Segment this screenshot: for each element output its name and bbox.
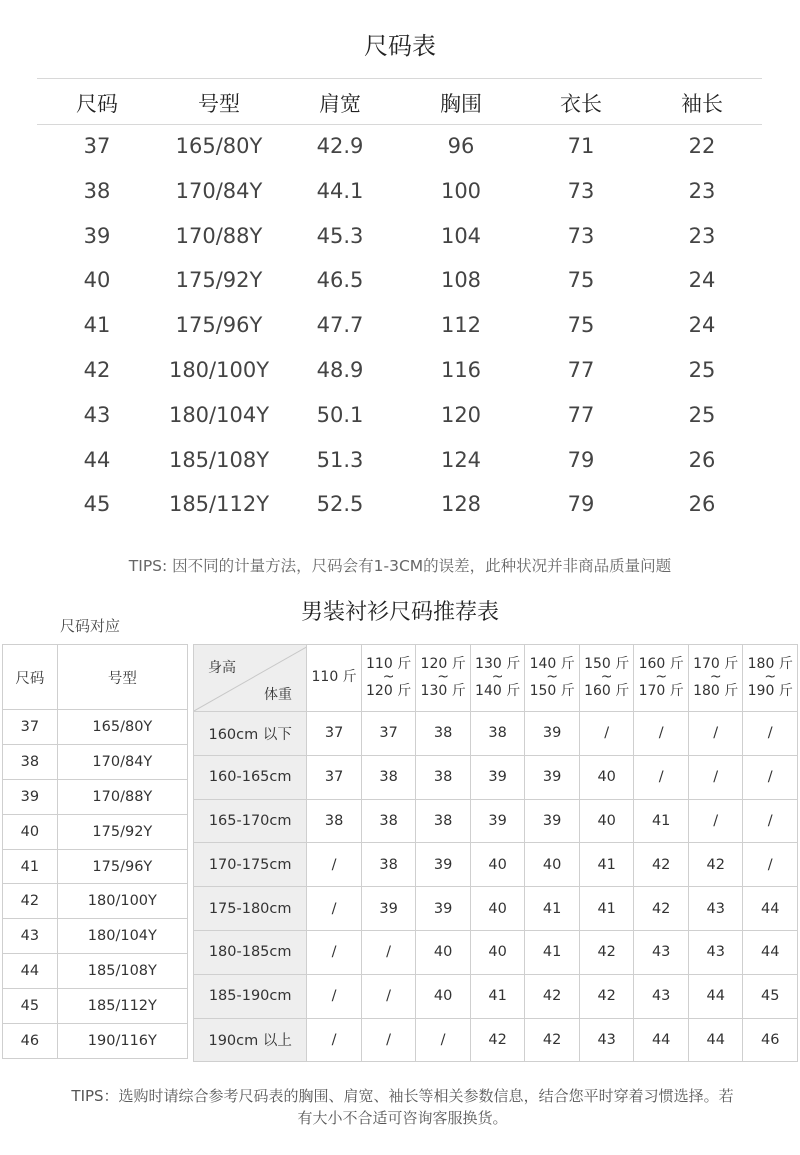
table-cell: 44 [743, 930, 798, 974]
table-cell: 52.5 [316, 492, 364, 517]
weight-header-text: ~ [764, 669, 777, 686]
weight-header-text: 170 斤 [693, 655, 739, 672]
table-cell: 180/100Y [57, 884, 187, 919]
corner-header [194, 645, 307, 712]
table-cell: 45 [743, 974, 798, 1018]
weight-header-text: 110 斤 [366, 655, 412, 672]
table-cell: 39 [416, 887, 471, 931]
column-header: 肩宽 [319, 92, 361, 116]
table-cell: / [688, 712, 743, 756]
table-cell: 41 [470, 974, 525, 1018]
table-cell: 39 [470, 799, 525, 843]
table-cell: 42 [688, 843, 743, 887]
table-cell: / [307, 974, 362, 1018]
weight-header-text: 120 斤 [366, 682, 412, 699]
table-cell: / [361, 974, 416, 1018]
table-cell: 25 [688, 358, 716, 382]
table-row [3, 1024, 188, 1059]
table-cell: 46.5 [316, 268, 364, 293]
table-row [194, 930, 798, 974]
table-header-row [3, 645, 188, 710]
weight-header-text: 110 斤 [311, 669, 357, 686]
column-header: 袖长 [681, 92, 723, 116]
table-cell: 175/92Y [175, 268, 263, 293]
table-cell: 37 [3, 710, 58, 745]
table-cell: 22 [688, 134, 716, 158]
table-cell: 190/116Y [57, 1024, 187, 1059]
table-cell: / [307, 843, 362, 887]
tips-line: 有大小不合适可咨询客服换货。 [297, 1109, 508, 1127]
table-cell: 38 [83, 178, 111, 203]
table-cell: 175/92Y [57, 814, 187, 849]
table-cell: 43 [3, 919, 58, 954]
table-cell: 165/80Y [175, 134, 263, 158]
table-cell: 40 [470, 930, 525, 974]
weight-header-text: 150 斤 [529, 682, 575, 699]
table-cell: 37 [307, 755, 362, 799]
weight-header-text: ~ [491, 669, 504, 686]
correspondence-label: 尺码对应 [60, 617, 121, 635]
weight-header-text: 140 斤 [529, 655, 575, 672]
weight-column-header [416, 645, 471, 712]
table-cell: 43 [579, 1018, 634, 1062]
size-table-title: 尺码表 [364, 32, 436, 60]
weight-header-text: 140 斤 [475, 682, 521, 699]
table-cell: 38 [416, 755, 471, 799]
table-cell: 42 [634, 843, 689, 887]
weight-header-text: 150 斤 [584, 655, 630, 672]
table-cell: 120 [440, 402, 482, 427]
table-cell: 24 [688, 268, 716, 293]
weight-header-text: 180 斤 [693, 682, 739, 699]
table-cell: 116 [440, 358, 482, 382]
weight-header-text: 170 斤 [638, 682, 684, 699]
table-cell: 41 [525, 930, 580, 974]
table-cell: 38 [361, 843, 416, 887]
table-cell: 170/84Y [175, 178, 263, 203]
divider [37, 124, 762, 125]
table-cell: 44 [83, 447, 111, 472]
table-row [3, 814, 188, 849]
table-cell: 180/104Y [57, 919, 187, 954]
height-row-label: 180-185cm [194, 930, 307, 974]
table-cell: 165/80Y [57, 710, 187, 745]
table-cell: 40 [525, 843, 580, 887]
height-row-label: 190cm 以上 [194, 1018, 307, 1062]
table-cell: 180/100Y [168, 358, 270, 382]
weight-header-text: 130 斤 [475, 655, 521, 672]
weight-header-text: 190 斤 [747, 682, 793, 699]
table-cell: 39 [361, 887, 416, 931]
table-cell: 44 [634, 1018, 689, 1062]
table-cell: 170/88Y [57, 779, 187, 814]
table-cell: 38 [361, 755, 416, 799]
table-cell: 39 [470, 755, 525, 799]
table-cell: 75 [567, 268, 595, 293]
table-cell: 38 [307, 799, 362, 843]
table-cell: 37 [83, 134, 111, 158]
table-cell: 42 [579, 974, 634, 1018]
height-row-label: 160cm 以下 [194, 712, 307, 756]
table-cell: 79 [567, 447, 595, 472]
table-cell: 51.3 [316, 447, 364, 472]
recommend-tips [20, 1085, 785, 1129]
table-cell: 42 [470, 1018, 525, 1062]
table-row [3, 710, 188, 745]
weight-header-text: ~ [546, 669, 559, 686]
table-cell: 43 [688, 930, 743, 974]
table-cell: 39 [3, 779, 58, 814]
divider [37, 78, 762, 79]
table-cell: 37 [361, 712, 416, 756]
table-cell: 40 [579, 799, 634, 843]
table-row [194, 974, 798, 1018]
height-row-label: 170-175cm [194, 843, 307, 887]
table-cell: 180/104Y [168, 402, 270, 427]
size-recommendation-table [193, 644, 798, 1062]
height-row-label: 185-190cm [194, 974, 307, 1018]
table-cell: 44 [688, 974, 743, 1018]
table-cell: 39 [525, 712, 580, 756]
table-cell: 42 [525, 974, 580, 1018]
recommend-title: 男装衬衫尺码推荐表 [300, 600, 499, 625]
table-cell: 41 [525, 887, 580, 931]
table-cell: 40 [416, 974, 471, 1018]
weight-header-text: ~ [709, 669, 722, 686]
table-row [3, 919, 188, 954]
table-cell: 185/112Y [57, 989, 187, 1024]
table-row [194, 799, 798, 843]
table-cell: 112 [440, 313, 482, 338]
table-cell: 175/96Y [175, 313, 263, 338]
table-cell: 108 [440, 268, 482, 293]
table-cell: 38 [416, 799, 471, 843]
weight-header-text: 160 斤 [638, 655, 684, 672]
table-cell: 42 [3, 884, 58, 919]
table-cell: 43 [634, 930, 689, 974]
column-header: 号型 [198, 92, 240, 116]
table-cell: 45 [3, 989, 58, 1024]
table-row [3, 989, 188, 1024]
table-cell: 43 [688, 887, 743, 931]
table-cell: 45.3 [316, 223, 364, 248]
table-cell: 38 [470, 712, 525, 756]
table-cell: 128 [440, 492, 482, 517]
table-cell: 43 [634, 974, 689, 1018]
table-cell: / [307, 887, 362, 931]
table-cell: 185/108Y [57, 954, 187, 989]
table-cell: 73 [567, 223, 595, 248]
weight-header-text: 120 斤 [420, 655, 466, 672]
table-cell: 41 [579, 843, 634, 887]
table-cell: / [634, 755, 689, 799]
size-correspondence-table [2, 644, 188, 1059]
table-cell: 38 [416, 712, 471, 756]
table-row [3, 884, 188, 919]
weight-column-header [307, 645, 362, 712]
table-row [194, 843, 798, 887]
table-cell: 41 [634, 799, 689, 843]
table-cell: 124 [440, 447, 482, 472]
table-cell: 170/88Y [175, 223, 263, 248]
table-cell: 41 [83, 313, 111, 338]
table-cell: 47.7 [316, 313, 364, 338]
table-row [194, 712, 798, 756]
table-row [3, 954, 188, 989]
table-cell: 39 [83, 223, 111, 248]
table-cell: 44.1 [316, 178, 364, 203]
height-row-label: 160-165cm [194, 755, 307, 799]
table-cell: 39 [525, 755, 580, 799]
table-cell: 77 [567, 358, 595, 382]
weight-header-text: 160 斤 [584, 682, 630, 699]
table-cell: 71 [567, 134, 595, 158]
table-cell: / [307, 930, 362, 974]
table-cell: 46 [743, 1018, 798, 1062]
column-header: 尺码 [3, 645, 58, 710]
table-cell: 42 [525, 1018, 580, 1062]
table-cell: / [579, 712, 634, 756]
table-cell: 50.1 [316, 402, 364, 427]
table-row [194, 1018, 798, 1062]
table-cell: / [361, 1018, 416, 1062]
table-cell: 42 [579, 930, 634, 974]
table-cell: / [743, 712, 798, 756]
table-cell: / [361, 930, 416, 974]
weight-header-text: ~ [437, 669, 449, 686]
table-cell: / [416, 1018, 471, 1062]
table-cell: / [688, 755, 743, 799]
table-cell: 40 [416, 930, 471, 974]
table-cell: 26 [688, 447, 716, 472]
table-cell: 100 [440, 178, 482, 203]
table-cell: 38 [361, 799, 416, 843]
table-cell: 23 [688, 223, 716, 248]
table-cell: 44 [688, 1018, 743, 1062]
table-cell: 26 [688, 492, 716, 517]
table-cell: 43 [83, 402, 111, 427]
table-cell: 40 [3, 814, 58, 849]
table-cell: 77 [567, 402, 595, 427]
weight-column-header [743, 645, 798, 712]
tips-line: TIPS：选购时请综合参考尺码表的胸围、肩宽、袖长等相关参数信息，结合您平时穿着习惯选择。若 [71, 1087, 734, 1105]
table-cell: 75 [567, 313, 595, 338]
table-cell: 175/96Y [57, 849, 187, 884]
table-cell: / [307, 1018, 362, 1062]
table-cell: 104 [440, 223, 482, 248]
table-cell: 39 [525, 799, 580, 843]
table-cell: 39 [416, 843, 471, 887]
table-cell: 40 [83, 268, 111, 293]
weight-column-header [470, 645, 525, 712]
table-cell: / [743, 843, 798, 887]
table-cell: 79 [567, 492, 595, 517]
table-cell: 42.9 [316, 134, 364, 158]
table-cell: 40 [579, 755, 634, 799]
table-cell: 41 [3, 849, 58, 884]
table-cell: 40 [470, 887, 525, 931]
table-cell: 44 [3, 954, 58, 989]
table-row [3, 779, 188, 814]
column-header: 尺码 [76, 92, 118, 116]
corner-weight-label: 体重 [264, 687, 292, 703]
table-cell: 96 [447, 134, 475, 158]
weight-header-text: ~ [382, 669, 395, 686]
table-cell: 40 [470, 843, 525, 887]
weight-column-header [634, 645, 689, 712]
table-cell: / [743, 799, 798, 843]
table-cell: 42 [634, 887, 689, 931]
table-cell: 42 [83, 358, 111, 382]
table-row [3, 744, 188, 779]
height-row-label: 165-170cm [194, 799, 307, 843]
weight-column-header [525, 645, 580, 712]
table-row [194, 755, 798, 799]
weight-column-header [688, 645, 743, 712]
weight-header-text: 130 斤 [420, 682, 466, 699]
table-cell: 48.9 [316, 358, 364, 382]
table-cell: 38 [3, 744, 58, 779]
column-header: 胸围 [440, 92, 482, 116]
table-cell: 73 [567, 178, 595, 203]
table-cell: 185/108Y [168, 447, 270, 472]
table-row [194, 887, 798, 931]
weight-column-header [361, 645, 416, 712]
table-cell: / [688, 799, 743, 843]
corner-height-label: 身高 [208, 660, 236, 676]
column-header: 号型 [57, 645, 187, 710]
table-cell: / [634, 712, 689, 756]
weight-column-header [579, 645, 634, 712]
table-cell: 46 [3, 1024, 58, 1059]
table-cell: 45 [83, 492, 111, 517]
table-row [3, 849, 188, 884]
weight-header-text: ~ [600, 669, 613, 686]
table-header-row [194, 645, 798, 712]
column-header: 衣长 [560, 92, 602, 116]
table-cell: 24 [688, 313, 716, 338]
table-cell: 41 [579, 887, 634, 931]
height-row-label: 175-180cm [194, 887, 307, 931]
table-cell: 185/112Y [168, 492, 270, 517]
weight-header-text: ~ [655, 669, 668, 686]
table-cell: 170/84Y [57, 744, 187, 779]
table-cell: 25 [688, 402, 716, 427]
weight-header-text: 180 斤 [747, 655, 793, 672]
table-cell: 37 [307, 712, 362, 756]
table-cell: 23 [688, 178, 716, 203]
table-cell: / [743, 755, 798, 799]
size-table-tips: TIPS: 因不同的计量方法，尺码会有1-3CM的误差，此种状况并非商品质量问题 [128, 557, 672, 575]
table-cell: 44 [743, 887, 798, 931]
